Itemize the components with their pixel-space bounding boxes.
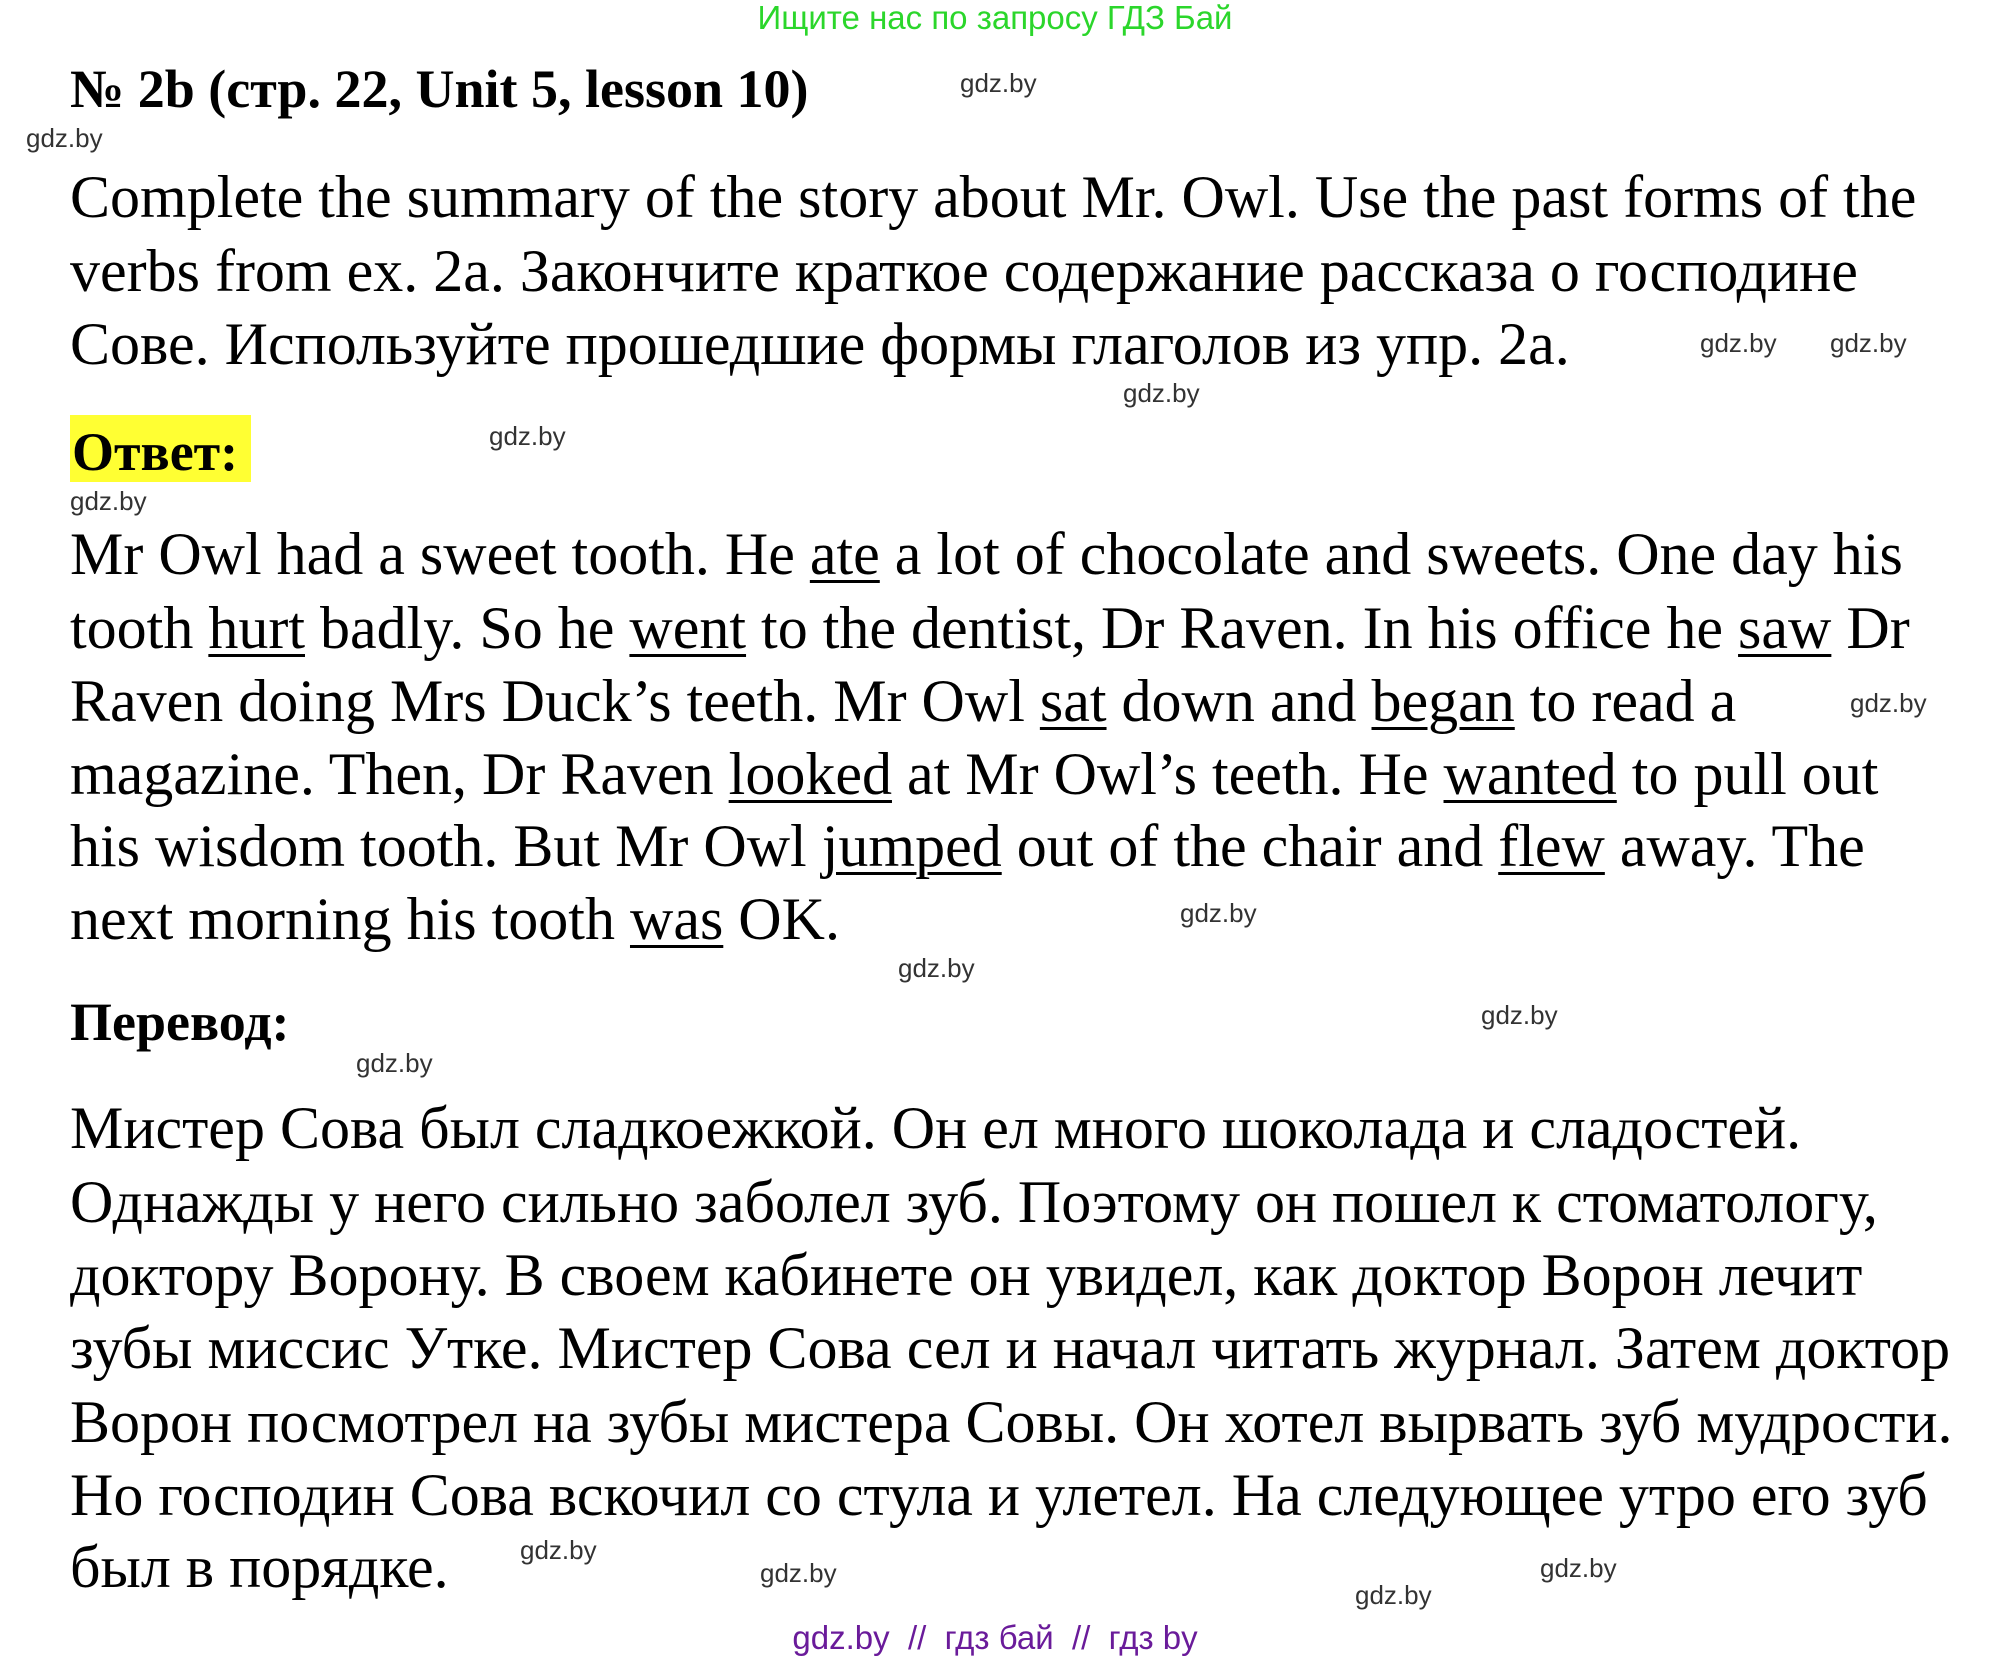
underlined-verb: wanted (1443, 741, 1617, 807)
watermark: gdz.by (356, 1048, 433, 1078)
exercise-title: № 2b (стр. 22, Unit 5, lesson 10) (70, 59, 809, 119)
answer-line (70, 668, 1737, 734)
watermark: gdz.by (26, 123, 103, 153)
underlined-verb: hurt (208, 595, 305, 661)
underlined-verb: began (1371, 668, 1515, 734)
answer-line (70, 886, 840, 952)
translation-line: Однажды у него сильно заболел зуб. Поэтому он пошел к стоматологу, (70, 1169, 1878, 1235)
task-line: verbs from ex. 2a. Закончите краткое содержание рассказа о господине (70, 238, 1858, 304)
answer-segment: OK. (723, 886, 840, 952)
watermark: gdz.by (1850, 688, 1927, 718)
search-banner: Ищите нас по запросу ГДЗ Бай (757, 0, 1233, 36)
answer-label (70, 415, 251, 482)
watermark: gdz.by (1481, 1000, 1558, 1030)
answer-line (70, 521, 1903, 587)
underlined-verb: went (629, 595, 747, 661)
underlined-verb: flew (1498, 813, 1605, 879)
answer-segment: badly. So he (305, 595, 630, 661)
underlined-verb: looked (728, 741, 892, 807)
watermark: gdz.by (1830, 328, 1907, 358)
answer-label-text: Ответ: (72, 422, 239, 482)
watermark: gdz.by (70, 486, 147, 516)
answer-segment: to read a (1514, 668, 1737, 734)
answer-line (70, 741, 1879, 807)
answer-line (70, 595, 1910, 661)
underlined-verb: was (629, 886, 724, 952)
translation-line: доктору Ворону. В своем кабинете он увидел, как доктор Ворон лечит (70, 1242, 1863, 1308)
answer-segment: a lot of chocolate and sweets. One day his (879, 521, 1903, 587)
watermark: gdz.by (960, 68, 1037, 98)
translation-line: зубы миссис Утке. Мистер Сова сел и начал читать журнал. Затем доктор (70, 1315, 1951, 1381)
footer-links: gdz.by // гдз бай // гдз by (792, 1619, 1198, 1656)
watermark: gdz.by (760, 1558, 837, 1588)
watermark: gdz.by (1540, 1553, 1617, 1583)
task-line: Complete the summary of the story about Mr. Owl. Use the past forms of the (70, 164, 1917, 230)
task-line: Сове. Используйте прошедшие формы глаголов из упр. 2а. (70, 311, 1570, 377)
watermark: gdz.by (898, 953, 975, 983)
watermark: gdz.by (1700, 328, 1777, 358)
answer-segment: out of the chair and (1001, 813, 1499, 879)
answer-segment: tooth (70, 595, 209, 661)
watermark: gdz.by (1123, 378, 1200, 408)
answer-segment: his wisdom tooth. But Mr Owl (70, 813, 822, 879)
translation-line: Но господин Сова вскочил со стула и улетел. На следующее утро его зуб (70, 1462, 1928, 1528)
answer-segment: at Mr Owl’s teeth. He (891, 741, 1444, 807)
translation-line: был в порядке. (70, 1534, 449, 1600)
watermark: gdz.by (489, 421, 566, 451)
answer-segment: magazine. Then, Dr Raven (70, 741, 729, 807)
answer-segment: next morning his tooth (70, 886, 630, 952)
translation-line: Мистер Сова был сладкоежкой. Он ел много шоколада и сладостей. (70, 1095, 1802, 1161)
translation-line: Ворон посмотрел на зубы мистера Совы. Он хотел вырвать зуб мудрости. (70, 1389, 1953, 1455)
answer-segment: away. The (1604, 813, 1865, 879)
watermark: gdz.by (1180, 898, 1257, 928)
answer-segment: to the dentist, Dr Raven. In his office he (746, 595, 1739, 661)
underlined-verb: ate (809, 521, 880, 587)
underlined-verb: saw (1738, 595, 1832, 661)
answer-segment: to pull out (1616, 741, 1879, 807)
answer-segment: down and (1106, 668, 1372, 734)
watermark: gdz.by (520, 1535, 597, 1565)
answer-segment: Raven doing Mrs Duck’s teeth. Mr Owl (70, 668, 1040, 734)
watermark: gdz.by (1355, 1580, 1432, 1610)
answer-line (70, 813, 1865, 879)
translation-label: Перевод: (70, 992, 290, 1052)
underlined-verb: jumped (821, 813, 1002, 879)
answer-segment: Mr Owl had a sweet tooth. He (70, 521, 810, 587)
underlined-verb: sat (1039, 668, 1107, 734)
answer-segment: Dr (1831, 595, 1910, 661)
